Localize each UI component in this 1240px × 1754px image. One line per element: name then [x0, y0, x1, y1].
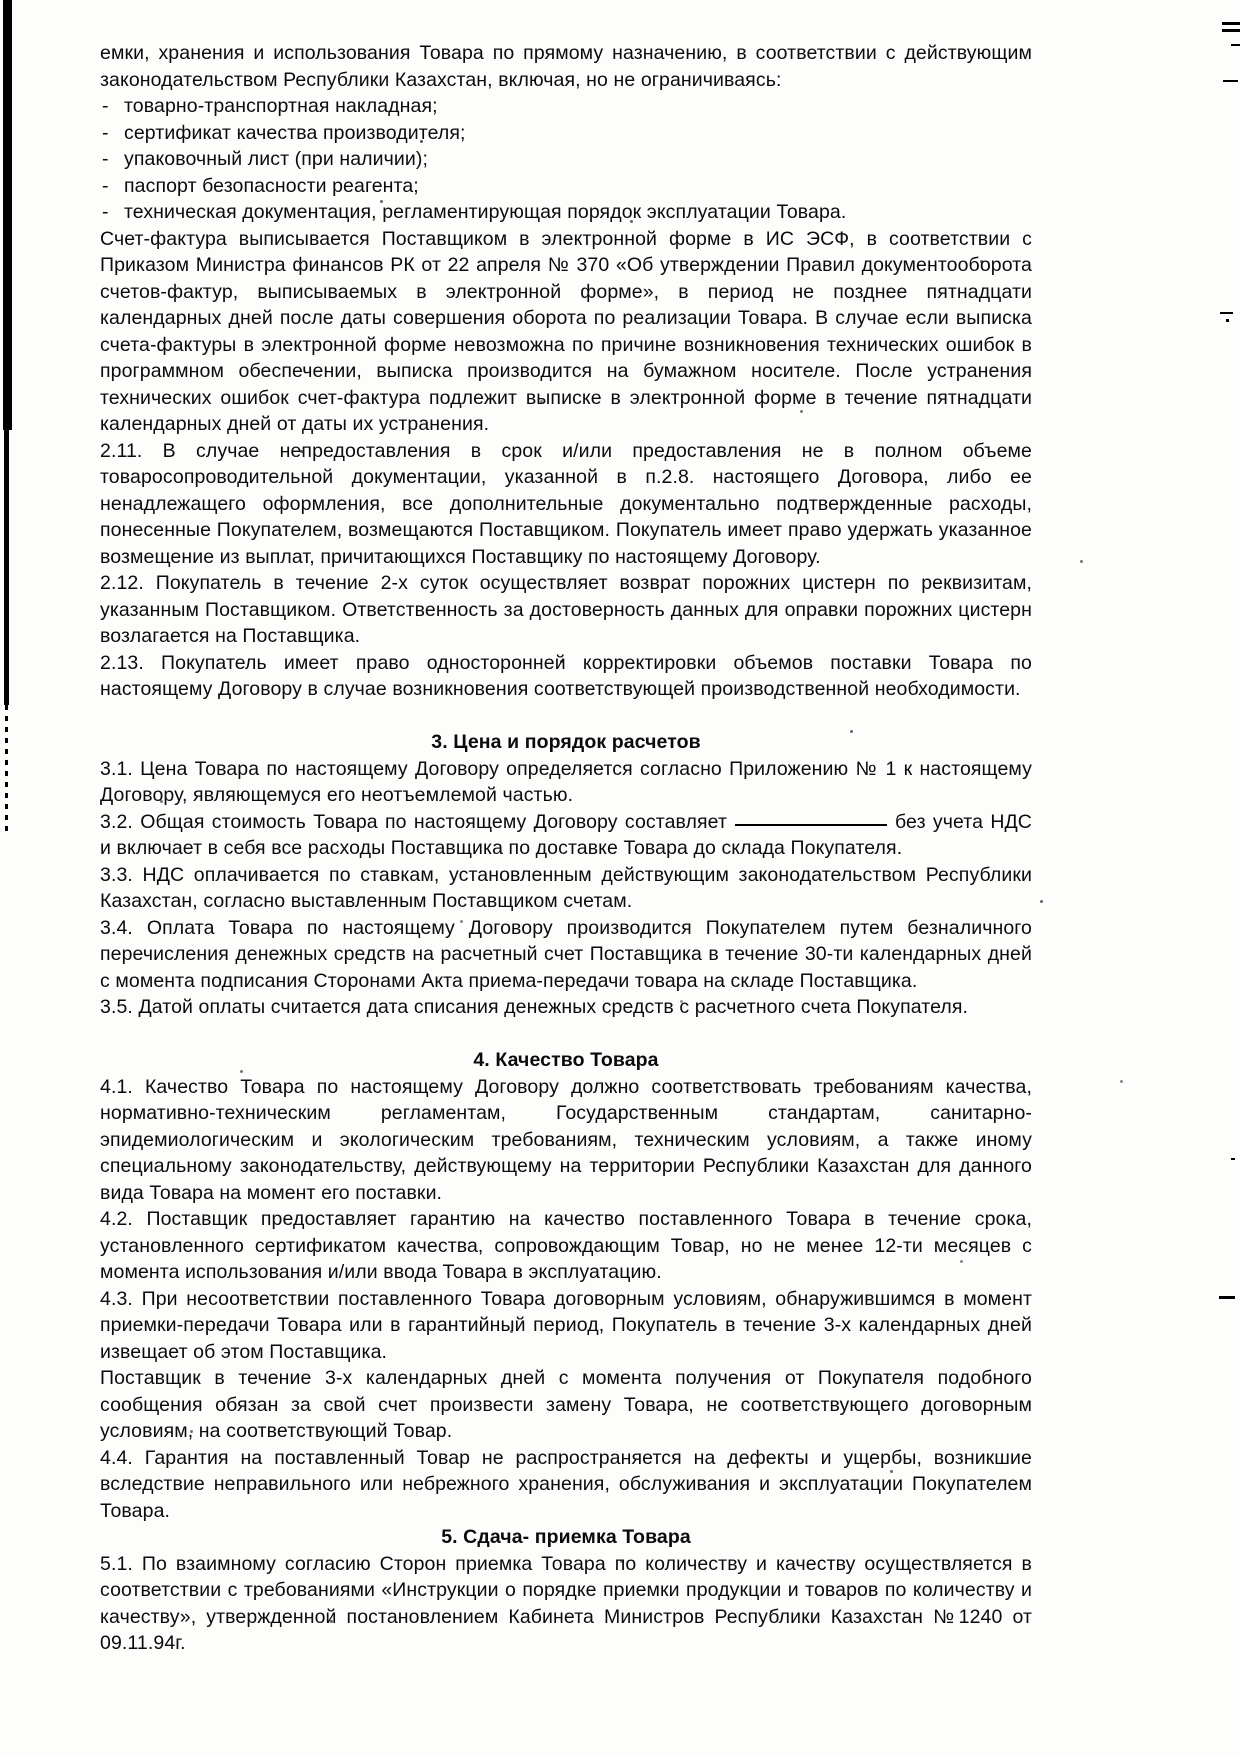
- section-heading-price: 3. Цена и порядок расчетов: [431, 731, 701, 753]
- list-item-safety-passport: [100, 173, 1032, 200]
- list-item-text: товарно-транспортная накладная;: [124, 95, 438, 117]
- paragraph-3-3: 3.3. НДС оплачивается по ставкам, установленным действующим законодательством Республики Казахстан, согласно выставленным Поставщиком счетам.: [100, 863, 1032, 912]
- section-heading-acceptance: 5. Сдача- приемка Товара: [441, 1526, 691, 1548]
- list-item-quality-certificate: [100, 120, 1032, 147]
- paragraph-4-3: 4.3. При несоответствии поставленного Товара договорным условиям, обнаружившимся в момент приемки-передачи Товара или в гарантийный период, Покупатель в течение 3-х календарных дней извещает об этом Поставщика.: [100, 1287, 1032, 1363]
- fill-in-blank-total-cost: [735, 824, 887, 826]
- dash-bullet: -: [102, 174, 109, 197]
- scan-artifact-dash-mark: [1220, 312, 1233, 314]
- list-item-text: упаковочный лист (при наличии);: [124, 148, 428, 170]
- paragraph-5-1: 5.1. По взаимному согласию Сторон приемка Товара по количеству и качеству осуществляется в соответствии с требованиями «Инструкции о порядке приемки продукции и товаров по количеству и качеству», утвержденной постановлением Кабинета Министров Республики Казахстан №1240 от 09.11.94г.: [100, 1552, 1032, 1654]
- paragraph-2-13: 2.13. Покупатель имеет право односторонней корректировки объемов поставки Товара по настоящему Договору в случае возникновения соответствующей производственной необходимости.: [100, 651, 1032, 700]
- scan-artifact-left-bar-middle: [4, 430, 9, 705]
- dash-bullet: -: [102, 148, 109, 170]
- list-item-technical-documentation: [100, 199, 1032, 226]
- scan-artifact-left-bar-dashed: [5, 705, 8, 835]
- scan-artifact-dash-mark: [1223, 80, 1238, 82]
- paragraph-4-4: 4.4. Гарантия на поставленный Товар не распространяется на дефекты и ущербы, возникшие вследствие неправильного или небрежного хранения, обслуживания и эксплуатации Покупателем Товара.: [100, 1446, 1032, 1522]
- paragraph-invoice: Счет-фактура выписывается Поставщиком в электронной форме в ИС ЭСФ, в соответствии с Приказом Министра финансов РК от 22 апреля № 370 «Об утверждении Правил документооборота счетов-фактур, выписываемых в электронной форме», в период не позднее пятнадцати календарных дней после даты совершения оборота по реализации Товара. В случае если выписка счета-фактуры в электронной форме невозможна по причине возникновения технических ошибок в программном обеспечении, выписка производится на бумажном носителе. После устранения технических ошибок счет-фактура подлежит выписке в электронной форме в течение пятнадцати календарных дней от даты их устранения.: [100, 227, 1032, 435]
- list-item-text: техническая документация, регламентирующая порядок эксплуатации Товара.: [124, 201, 847, 223]
- list-item-text: сертификат качества производителя;: [124, 121, 466, 144]
- document-body: [100, 40, 1032, 1657]
- section-heading-quality: 4. Качество Товара: [473, 1049, 659, 1071]
- scan-artifact-dash-mark: [1219, 1296, 1235, 1299]
- list-item-packing-list: [100, 146, 1032, 173]
- paragraph-supplier-replacement: Поставщик в течение 3-х календарных дней с момента получения от Покупателя подобного сообщения обязан за свой счет произвести замену Товара, не соответствующего договорным условиям, на соответствующий Товар.: [100, 1367, 1032, 1442]
- list-item-text: паспорт безопасности реагента;: [124, 174, 419, 197]
- scan-artifact-dot: [1226, 319, 1229, 322]
- dash-bullet: -: [102, 121, 109, 144]
- list-item-waybill: [100, 93, 1032, 120]
- paragraph-2-11: 2.11. В случае непредоставления в срок и/или предоставления не в полном объеме товаросопроводительной документации, указанной в п.2.8. настоящего Договора, либо ее ненадлежащего оформления, все дополнительные документально подтвержденные расходы, понесенные Покупателем, возмещаются Поставщиком. Покупатель имеет право удержать указанное возмещение из выплат, причитающихся Поставщику по настоящему Договору.: [100, 439, 1032, 568]
- paragraph-3-2-before-blank: 3.2. Общая стоимость Товара по настоящему Договору составляет: [100, 810, 727, 833]
- scan-artifact-equals-mark: [1222, 22, 1240, 25]
- paragraph-4-2: 4.2. Поставщик предоставляет гарантию на качество поставленного Товара в течение срока, установленного сертификатом качества, сопровождающим Товар, но не менее 12-ти месяцев с момента использования и/или ввода Товара в эксплуатацию.: [100, 1208, 1032, 1283]
- scan-artifact-left-bar-top: [3, 0, 12, 430]
- paragraph-2-12: 2.12. Покупатель в течение 2-х суток осуществляет возврат порожних цистерн по реквизитам, указанным Поставщиком. Ответственность за достоверность данных для оправки порожних цистерн возлагается на Поставщика.: [100, 572, 1032, 647]
- paragraph-3-2-after-blank: без учета НДС и включает в себя все расходы Поставщика по доставке Товара до склада Покупателя.: [100, 810, 1032, 859]
- paragraph-3-5: 3.5. Датой оплаты считается дата списания денежных средств с расчетного счета Покупателя.: [100, 996, 969, 1018]
- paragraph-3-2: [100, 809, 1032, 862]
- paragraph-3-1: 3.1. Цена Товара по настоящему Договору определяется согласно Приложению № 1 к настоящему Договору, являющемуся его неотъемлемой частью.: [100, 757, 1032, 806]
- scan-artifact-dash-mark: [1231, 44, 1240, 46]
- paragraph-3-4: 3.4. Оплата Товара по настоящему Договору производится Покупателем путем безналичного перечисления денежных средств на расчетный счет Поставщика в течение 30-ти календарных дней с момента подписания Сторонами Акта приема-передачи товара на складе Поставщика.: [100, 916, 1032, 992]
- paragraph-continuation: емки, хранения и использования Товара по прямому назначению, в соответствии с действующим законодательством Республики Казахстан, включая, но не ограничиваясь:: [100, 42, 1032, 91]
- scan-artifact-equals-mark: [1222, 29, 1240, 32]
- scan-artifact-dot: [1231, 1158, 1235, 1160]
- dash-bullet: -: [102, 95, 109, 117]
- paragraph-4-1: 4.1. Качество Товара по настоящему Договору должно соответствовать требованиям качества, нормативно-техническим регламентам, Государственным стандартам, санитарно-эпидемиологическим и экологическим требованиям, техническим условиям, а также иному специальному законодательству, действующему на территории Республики Казахстан для данного вида Товара на момент его поставки.: [100, 1075, 1032, 1204]
- dash-bullet: -: [102, 201, 109, 223]
